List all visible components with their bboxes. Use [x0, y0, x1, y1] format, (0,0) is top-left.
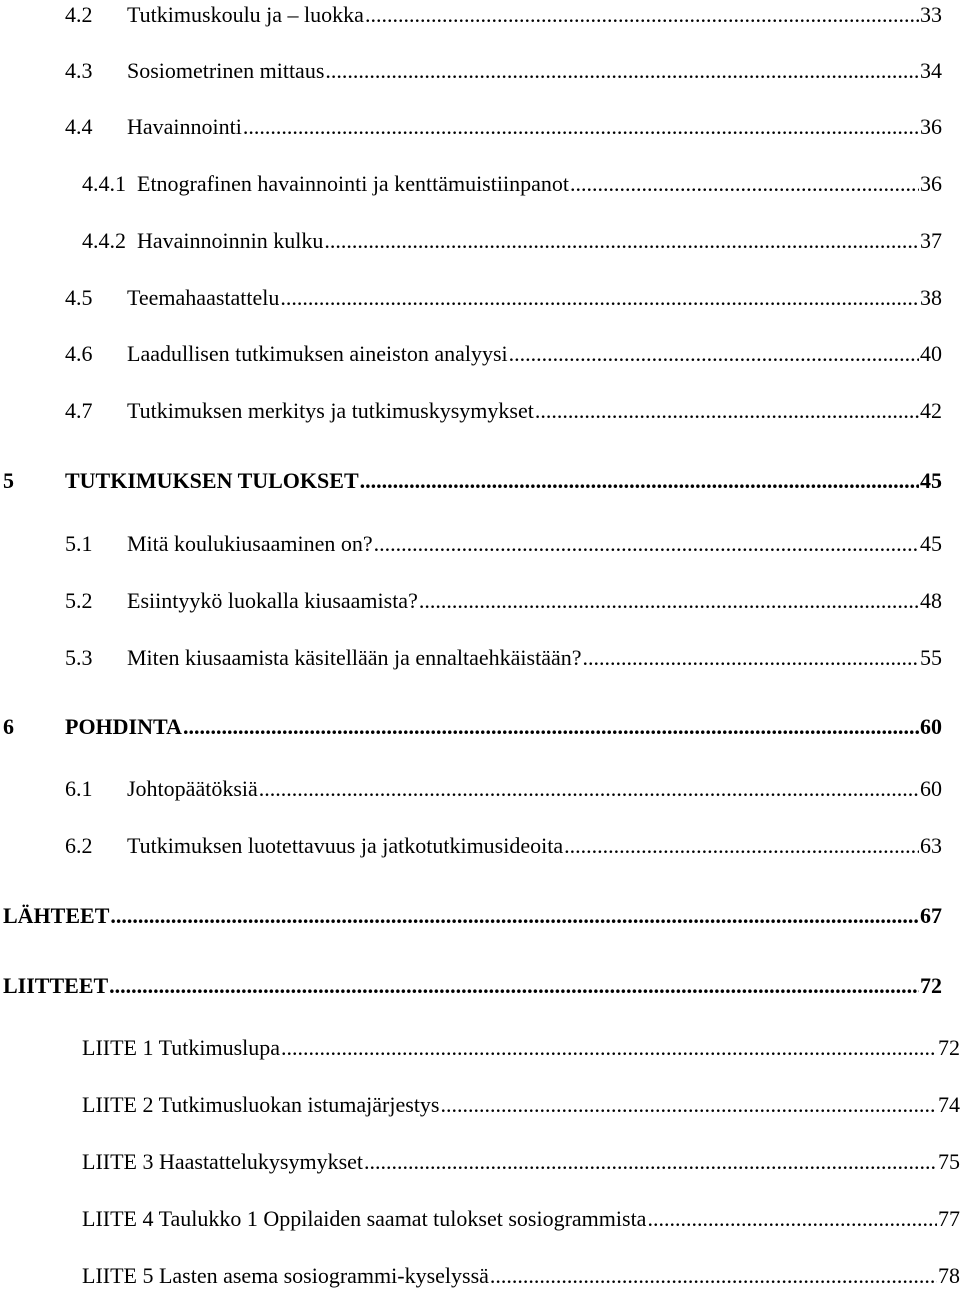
toc-entry-title: LÄHTEET — [3, 903, 110, 928]
toc-entry-page: 72 — [938, 1035, 960, 1060]
toc-entry[interactable] — [0, 283, 942, 313]
toc-entry-page: 36 — [920, 114, 942, 139]
toc-entry-page: 48 — [920, 588, 942, 613]
toc-chapter-appendices[interactable] — [0, 971, 942, 1001]
toc-appendix-entry[interactable] — [0, 1090, 960, 1120]
toc-entry-title: Tutkimuksen luotettavuus ja jatkotutkimusideoita — [127, 833, 564, 858]
toc-entry[interactable] — [0, 774, 942, 804]
toc-entry-number: 4.5 — [65, 285, 93, 310]
dot-leader — [110, 901, 919, 931]
toc-chapter[interactable] — [0, 466, 942, 496]
dot-leader — [647, 1204, 937, 1234]
toc-entry-page: 42 — [920, 398, 942, 423]
toc-entry-title: LIITE 4 Taulukko 1 Oppilaiden saamat tulokset sosiogrammista — [82, 1206, 647, 1231]
toc-entry-number: 4.4 — [65, 114, 93, 139]
toc-entry-page: 74 — [938, 1092, 960, 1117]
toc-entry-page: 75 — [938, 1149, 960, 1174]
dot-leader — [583, 643, 920, 673]
dot-leader — [535, 396, 919, 426]
dot-leader — [570, 169, 919, 199]
toc-entry-title: Tutkimuksen merkitys ja tutkimuskysymykset — [127, 398, 534, 423]
dot-leader — [365, 0, 919, 30]
toc-entry[interactable] — [0, 396, 942, 426]
toc-entry-number: 5.3 — [65, 645, 93, 670]
dot-leader — [325, 56, 919, 86]
dot-leader — [109, 971, 919, 1001]
toc-entry-title: LIITE 1 Tutkimuslupa — [82, 1035, 281, 1060]
toc-entry-number: 4.4.1 — [82, 171, 126, 196]
dot-leader — [281, 1033, 937, 1063]
toc-entry-number: 5.2 — [65, 588, 93, 613]
toc-entry-title: Teemahaastattelu — [127, 285, 280, 310]
dot-leader — [243, 112, 919, 142]
toc-entry-page: 45 — [920, 468, 942, 493]
toc-entry-page: 40 — [920, 341, 942, 366]
toc-entry-title: LIITTEET — [3, 973, 109, 998]
toc-entry-number: 5.1 — [65, 531, 93, 556]
toc-entry-number: 4.6 — [65, 341, 93, 366]
toc-entry-page: 36 — [920, 171, 942, 196]
toc-entry-title: Etnografinen havainnointi ja kenttämuistiinpanot — [137, 171, 569, 196]
toc-entry-title: Johtopäätöksiä — [127, 776, 258, 801]
toc-entry[interactable] — [0, 339, 942, 369]
dot-leader — [324, 226, 919, 256]
toc-entry-page: 60 — [920, 776, 942, 801]
toc-entry-title: Miten kiusaamista käsitellään ja ennaltaehkäistään? — [127, 645, 582, 670]
dot-leader — [280, 283, 919, 313]
toc-chapter-references[interactable] — [0, 901, 942, 931]
dot-leader — [419, 586, 919, 616]
toc-entry-title: Havainnoinnin kulku — [137, 228, 324, 253]
toc-entry-title: Havainnointi — [127, 114, 242, 139]
toc-entry-title: Tutkimuskoulu ja – luokka — [127, 2, 364, 27]
toc-entry[interactable] — [0, 169, 942, 199]
dot-leader — [183, 712, 919, 742]
dot-leader — [441, 1090, 938, 1120]
toc-entry[interactable] — [0, 0, 942, 30]
toc-entry-page: 45 — [920, 531, 942, 556]
toc-entry-page: 78 — [938, 1263, 960, 1288]
toc-entry-number: 4.3 — [65, 58, 93, 83]
toc-appendix-entry[interactable] — [0, 1204, 960, 1234]
toc-entry-title: Sosiometrinen mittaus — [127, 58, 325, 83]
toc-entry-title: Laadullisen tutkimuksen aineiston analyysi — [127, 341, 508, 366]
toc-entry-title: POHDINTA — [65, 714, 182, 739]
toc-entry-page: 37 — [920, 228, 942, 253]
toc-entry-page: 33 — [920, 2, 942, 27]
toc-entry-title: TUTKIMUKSEN TULOKSET — [65, 468, 359, 493]
toc-entry-number: 6.2 — [65, 833, 93, 858]
toc-entry-number: 5 — [3, 468, 14, 493]
toc-entry-page: 72 — [920, 973, 942, 998]
dot-leader — [509, 339, 919, 369]
toc-entry-number: 4.7 — [65, 398, 93, 423]
toc-entry-page: 60 — [920, 714, 942, 739]
toc-entry[interactable] — [0, 226, 942, 256]
toc-entry-title: LIITE 5 Lasten asema sosiogrammi-kyselyssä — [82, 1263, 489, 1288]
toc-entry[interactable] — [0, 643, 942, 673]
toc-entry-title: LIITE 2 Tutkimusluokan istumajärjestys — [82, 1092, 440, 1117]
toc-entry-title: Mitä koulukiusaaminen on? — [127, 531, 373, 556]
toc-entry-title: LIITE 3 Haastattelukysymykset — [82, 1149, 364, 1174]
dot-leader — [490, 1261, 937, 1291]
dot-leader — [360, 466, 919, 496]
toc-appendix-entry[interactable] — [0, 1033, 960, 1063]
toc-entry-number: 4.4.2 — [82, 228, 126, 253]
toc-chapter[interactable] — [0, 712, 942, 742]
toc-entry[interactable] — [0, 112, 942, 142]
toc-entry-number: 4.2 — [65, 2, 93, 27]
toc-entry[interactable] — [0, 831, 942, 861]
toc-entry[interactable] — [0, 56, 942, 86]
toc-appendix-entry[interactable] — [0, 1147, 960, 1177]
toc-entry-number: 6.1 — [65, 776, 93, 801]
dot-leader — [374, 529, 919, 559]
toc-entry-page: 55 — [920, 645, 942, 670]
dot-leader — [259, 774, 919, 804]
toc-entry-page: 77 — [938, 1206, 960, 1231]
toc-entry-page: 38 — [920, 285, 942, 310]
toc-entry-number: 6 — [3, 714, 14, 739]
toc-entry-title: Esiintyykö luokalla kiusaamista? — [127, 588, 418, 613]
toc-entry[interactable] — [0, 529, 942, 559]
toc-entry[interactable] — [0, 586, 942, 616]
toc-entry-page: 67 — [920, 903, 942, 928]
toc-entry-page: 34 — [920, 58, 942, 83]
toc-appendix-entry[interactable] — [0, 1261, 960, 1291]
dot-leader — [564, 831, 919, 861]
dot-leader — [364, 1147, 937, 1177]
toc-entry-page: 63 — [920, 833, 942, 858]
